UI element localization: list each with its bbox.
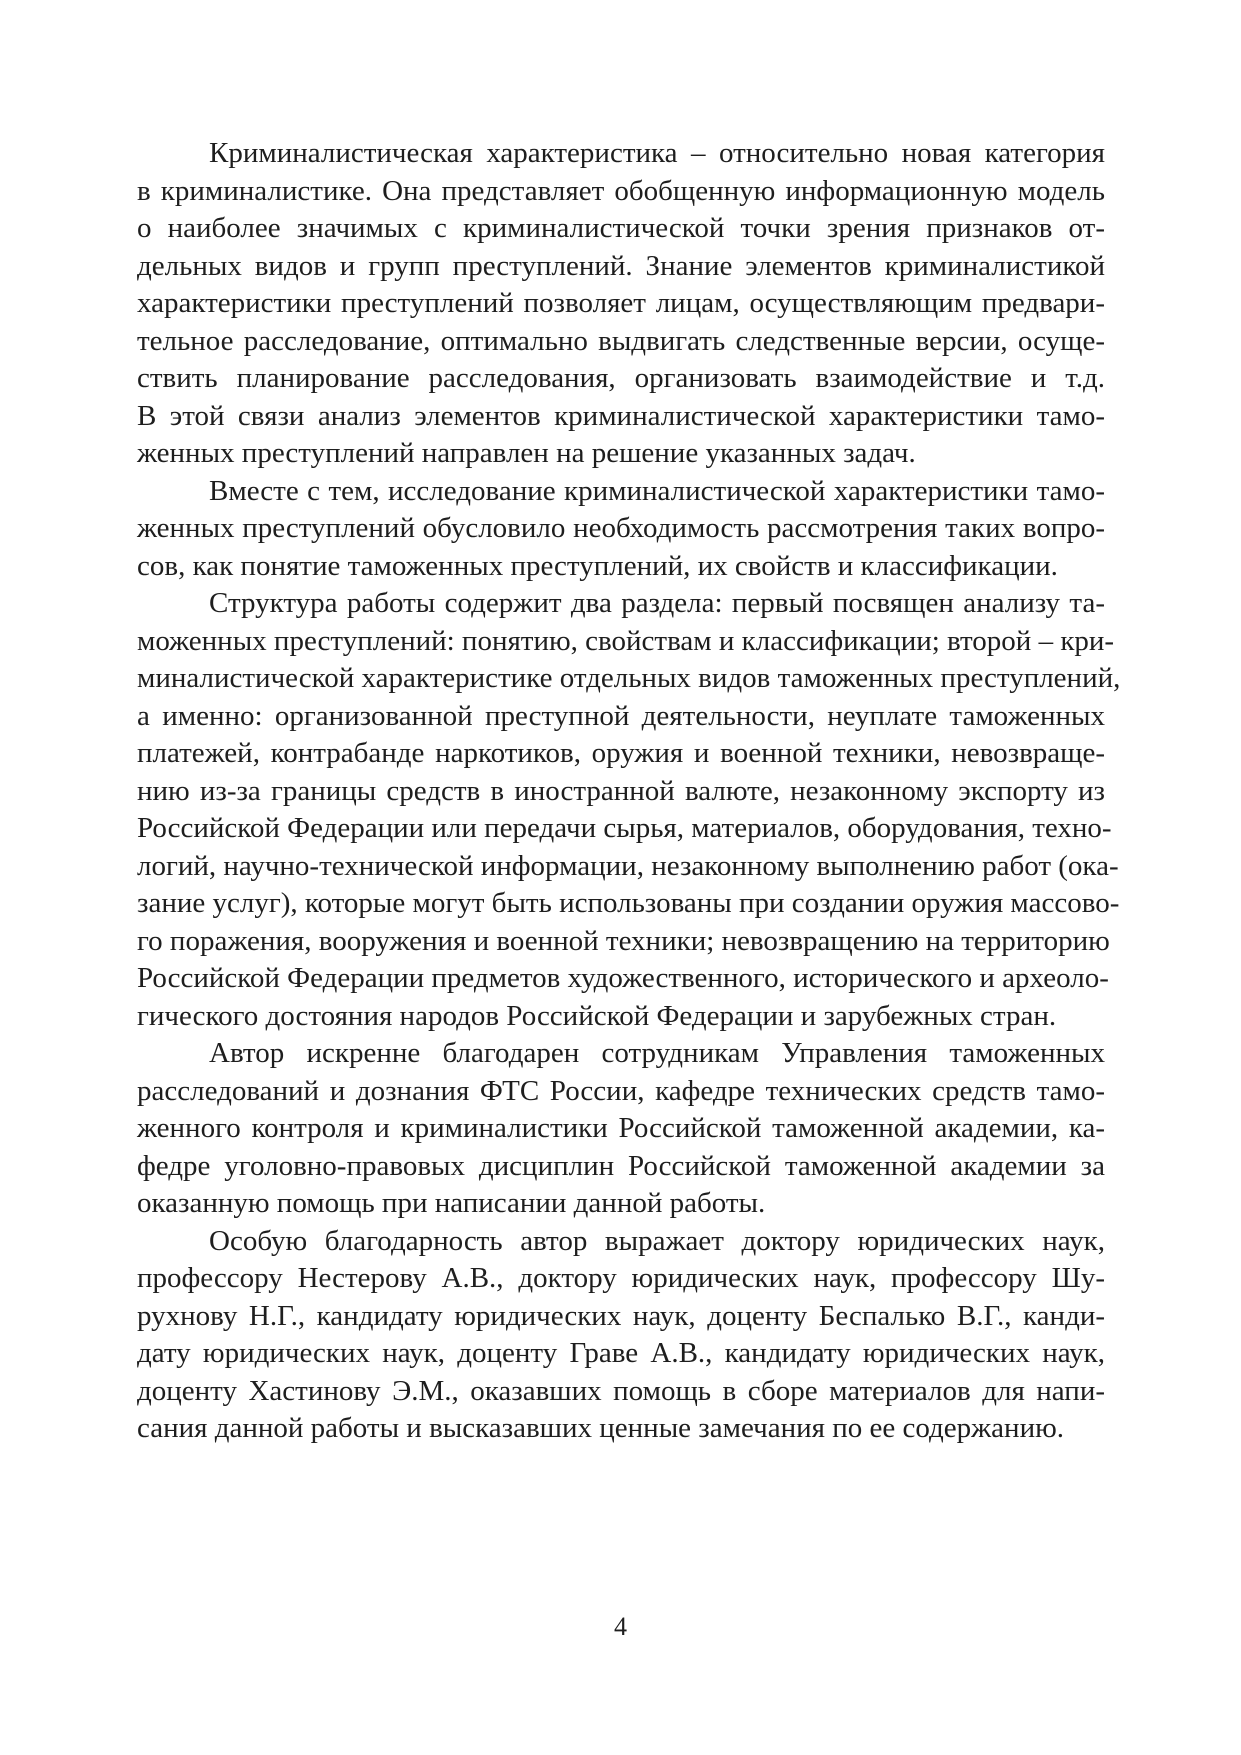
paragraph-4 — [137, 1035, 1105, 1223]
text-line: дату юридических наук, доценту Граве А.В., кандидату юридических наук, — [137, 1337, 1105, 1369]
text-line: моженных преступлений: понятию, свойствам и классификации; второй – кри- — [137, 624, 1115, 657]
body-text — [137, 135, 1121, 1448]
text-line: Российской Федерации предметов художественного, исторического и археоло- — [137, 962, 1109, 994]
text-line: зание услуг), которые могут быть использованы при создании оружия массово- — [137, 887, 1120, 919]
text-line: Криминалистическая характеристика – относительно новая категория — [209, 137, 1105, 169]
paragraph-1 — [137, 135, 1105, 473]
text-line: характеристики преступлений позволяет лицам, осуществляющим предвари- — [137, 287, 1105, 319]
text-line: нию из-за границы средств в иностранной валюте, незаконному экспорту из — [137, 774, 1105, 807]
text-line: тельное расследование, оптимально выдвигать следственные версии, осуще- — [137, 324, 1105, 357]
text-line: логий, научно-технической информации, незаконному выполнению работ (ока- — [137, 849, 1119, 882]
text-line: дельных видов и групп преступлений. Знание элементов криминалистикой — [137, 249, 1105, 282]
text-line: ствить планирование расследования, организовать взаимодействие и т.д. — [137, 362, 1105, 394]
text-line: сания данной работы и высказавших ценные замечания по ее содержанию. — [137, 1412, 1065, 1444]
paragraph-5 — [137, 1223, 1105, 1448]
text-line: в криминалистике. Она представляет обобщенную информационную модель — [137, 174, 1105, 207]
text-line: о наиболее значимых с криминалистической точки зрения признаков от- — [137, 212, 1105, 244]
page-number: 4 — [614, 1612, 627, 1641]
text-line: го поражения, вооружения и военной техники; невозвращению на территорию — [137, 924, 1110, 957]
text-line: профессору Нестерову А.В., доктору юридических наук, профессору Шу- — [137, 1262, 1105, 1294]
text-line: Структура работы содержит два раздела: первый посвящен анализу та- — [209, 587, 1105, 619]
text-line: рухнову Н.Г., кандидату юридических наук, доценту Беспалько В.Г., канди- — [137, 1299, 1105, 1332]
text-line: а именно: организованной преступной деятельности, неуплате таможенных — [137, 699, 1105, 732]
text-line: женных преступлений обусловило необходимость рассмотрения таких вопро- — [137, 512, 1105, 544]
text-line: женного контроля и криминалистики Российской таможенной академии, ка- — [137, 1112, 1105, 1144]
text-line: сов, как понятие таможенных преступлений, их свойств и классификации. — [137, 549, 1058, 582]
text-line: гического достояния народов Российской Федерации и зарубежных стран. — [137, 999, 1057, 1032]
text-line: миналистической характеристике отдельных видов таможенных преступлений, — [137, 662, 1121, 694]
text-line: В этой связи анализ элементов криминалистической характеристики тамо- — [137, 399, 1105, 432]
text-line: расследований и дознания ФТС России, кафедре технических средств тамо- — [137, 1074, 1105, 1107]
text-line: женных преступлений направлен на решение указанных задач. — [137, 437, 916, 469]
text-line: Российской Федерации или передачи сырья, материалов, оборудования, техно- — [137, 812, 1112, 844]
text-line: Особую благодарность автор выражает доктору юридических наук, — [209, 1224, 1105, 1257]
text-line: федре уголовно-правовых дисциплин Российской таможенной академии за — [137, 1149, 1105, 1182]
text-line: оказанную помощь при написании данной работы. — [137, 1187, 766, 1219]
text-line: доценту Хастинову Э.М., оказавших помощь в сборе материалов для напи- — [137, 1374, 1105, 1407]
text-line: Вместе с тем, исследование криминалистической характеристики тамо- — [209, 474, 1105, 507]
paragraph-3 — [137, 585, 1121, 1035]
text-line: Автор искренне благодарен сотрудникам Управления таможенных — [209, 1037, 1105, 1069]
paragraph-2 — [137, 473, 1105, 586]
text-line: платежей, контрабанде наркотиков, оружия и военной техники, невозвраще- — [137, 737, 1105, 769]
